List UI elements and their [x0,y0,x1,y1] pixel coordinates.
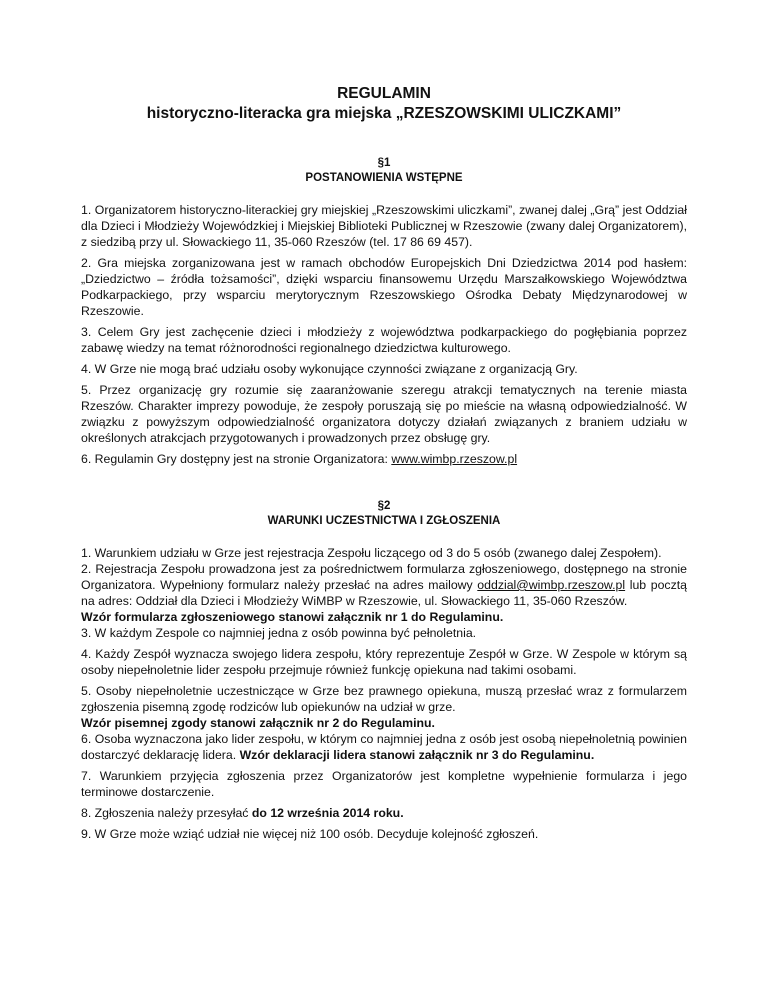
s2-p6-text: 6. Osoba wyznaczona jako lider zespołu, w którym co najmniej jedna z osób jest osobą niepełnoletnią powinien dostarczyć deklarację lidera. [81,732,687,762]
document-subtitle: historyczno-literacka gra miejska „RZESZOWSKIMI ULICZKAMI” [146,105,622,122]
s1-paragraph-3: 3. Celem Gry jest zachęcenie dzieci i młodzieży z województwa podkarpackiego do pogłębiania poprzez zabawę wiedzy na temat różnorodności regionalnego dziedzictwa kulturowego. [81,325,687,355]
section-2-heading: WARUNKI UCZESTNICTWA I ZGŁOSZENIA [267,515,501,527]
s2-paragraph-1: 1. Warunkiem udziału w Grze jest rejestracja Zespołu liczącego od 3 do 5 osób (zwanego dalej Zespołem). [81,546,662,560]
website-link[interactable]: www.wimbp.rzeszow.pl [391,452,518,466]
s2-p2-bold: Wzór formularza zgłoszeniowego stanowi załącznik nr 1 do Regulaminu. [81,610,504,624]
s1-paragraph-5: 5. Przez organizację gry rozumie się zaaranżowanie szeregu atrakcji tematycznych na terenie miasta Rzeszów. Charakter imprezy powoduje, że zespoły poruszają się po mieście na własną odpowiedzialność. W związku z powyższym odpowiedzialność organizatora dotyczy działań związanych z braniem udziału w określonych atrakcjach przygotowanych i prowadzonych przez obsługę gry. [81,383,687,445]
s2-p8-bold: do 12 września 2014 roku. [251,806,404,820]
s1-paragraph-1: 1. Organizatorem historyczno-literackiej gry miejskiej „Rzeszowskimi uliczkami”, zwanej dalej „Grą” jest Oddział dla Dzieci i Młodzieży Wojewódzkiej i Miejskiej Biblioteki Publicznej w Rzeszowie (zwany dalej Organizatorem), z siedzibą przy ul. Słowackiego 11, 35-060 Rzeszów (tel. 17 86 69 457). [81,203,687,249]
s2-paragraph-9: 9. W Grze może wziąć udział nie więcej niż 100 osób. Decyduje kolejność zgłoszeń. [81,827,539,841]
s2-paragraph-8 [81,805,687,821]
s1-paragraph-6 [81,451,687,467]
section-2-number: §2 [377,500,391,512]
section-1-heading: POSTANOWIENIA WSTĘPNE [305,172,463,184]
email-link[interactable]: oddzial@wimbp.rzeszow.pl [477,578,626,592]
s2-paragraph-2 [81,561,687,609]
s2-p6-bold: Wzór deklaracji lidera stanowi załącznik nr 3 do Regulaminu. [239,748,595,762]
s2-p8-text: 8. Zgłoszenia należy przesyłać [81,806,252,820]
s2-paragraph-5-note [81,715,687,731]
s1-p6-text: 6. Regulamin Gry dostępny jest na stronie Organizatora: [81,452,392,466]
s2-p5-bold: Wzór pisemnej zgody stanowi załącznik nr 2 do Regulaminu. [81,716,435,730]
s2-paragraph-5: 5. Osoby niepełnoletnie uczestniczące w Grze bez prawnego opiekuna, muszą przesłać wraz z formularzem zgłoszenia pisemną zgodę rodziców lub opiekunów na udział w grze. [81,684,687,714]
s1-paragraph-2: 2. Gra miejska zorganizowana jest w ramach obchodów Europejskich Dni Dziedzictwa 2014 pod hasłem: „Dziedzictwo – źródła tożsamości”, dzięki wsparciu finansowemu Urzędu Marszałkowskiego Województwa Podkarpackiego, przy wsparciu merytorycznym Rzeszowskiego Ośrodka Debaty Międzynarodowej w Rzeszowie. [81,256,687,318]
s2-paragraph-4: 4. Każdy Zespół wyznacza swojego lidera zespołu, który reprezentuje Zespół w Grze. W Zespole w którym są osoby niepełnoletnie lider zespołu przejmuje również funkcję opiekuna nad takimi osobami. [81,647,687,677]
document-page [81,84,687,847]
s2-paragraph-2-note [81,609,687,625]
s1-paragraph-4: 4. W Grze nie mogą brać udziału osoby wykonujące czynności związane z organizacją Gry. [81,362,578,376]
s2-paragraph-7: 7. Warunkiem przyjęcia zgłoszenia przez Organizatorów jest kompletne wypełnienie formularza i jego terminowe dostarczenie. [81,769,687,799]
section-1-number: §1 [377,157,391,169]
s2-p2-text: 2. Rejestracja Zespołu prowadzona jest za pośrednictwem formularza zgłoszeniowego, dostępnego na stronie Organizatora. Wypełniony formularz należy przesłać na adres mailowy [81,562,687,592]
document-title: REGULAMIN [337,85,431,102]
s2-p2-rest: lub pocztą na adres: Oddział dla Dzieci i Młodzieży WiMBP w Rzeszowie, ul. Słowackiego 11, 35-060 Rzeszów. [81,578,687,608]
s2-paragraph-6 [81,731,687,763]
s2-paragraph-3: 3. W każdym Zespole co najmniej jedna z osób powinna być pełnoletnia. [81,626,477,640]
